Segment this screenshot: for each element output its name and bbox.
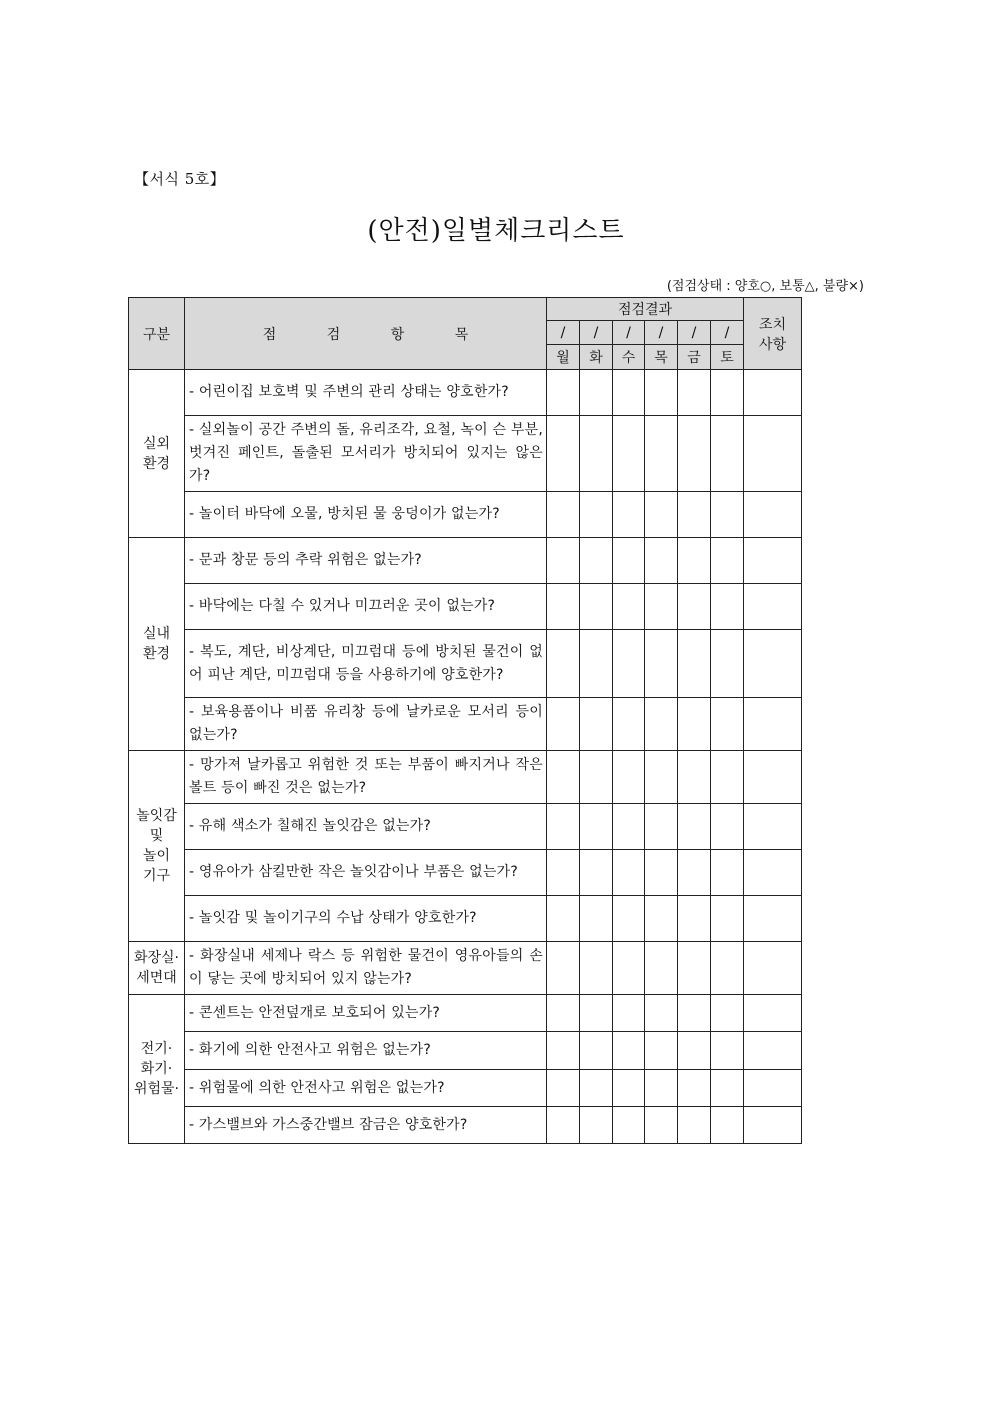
result-cell-fri[interactable] [678, 804, 711, 850]
result-cell-wed[interactable] [613, 1070, 645, 1107]
result-cell-thu[interactable] [645, 896, 678, 942]
day-label: 월 [547, 345, 580, 370]
result-cell-tue[interactable] [580, 850, 613, 896]
result-cell-tue[interactable] [580, 942, 613, 995]
date-slash[interactable]: / [580, 321, 613, 345]
result-cell-thu[interactable] [645, 1032, 678, 1070]
result-cell-wed[interactable] [613, 370, 645, 416]
result-cell-wed[interactable] [613, 416, 645, 492]
result-cell-tue[interactable] [580, 584, 613, 630]
category-cell [129, 370, 185, 538]
action-cell[interactable] [744, 492, 802, 538]
result-cell-sat[interactable] [711, 698, 744, 751]
inspection-item: - 망가져 날카롭고 위험한 것 또는 부품이 빠지거나 작은 볼트 등이 빠진 것은 없는가? [185, 751, 547, 804]
status-legend: (점검상태 : 양호○, 보통△, 불량×) [666, 279, 864, 294]
table-row [129, 995, 802, 1032]
result-cell-fri[interactable] [678, 630, 711, 698]
result-cell-thu[interactable] [645, 630, 678, 698]
header-action [744, 298, 802, 370]
category-label: 세면대 [136, 970, 177, 986]
result-cell-fri[interactable] [678, 1070, 711, 1107]
result-cell-tue[interactable] [580, 416, 613, 492]
inspection-item: - 바닥에는 다칠 수 있거나 미끄러운 곳이 없는가? [185, 584, 547, 630]
table-row [129, 538, 802, 584]
category-label: 전기· [140, 1041, 173, 1057]
result-cell-thu[interactable] [645, 1107, 678, 1144]
result-cell-tue[interactable] [580, 538, 613, 584]
result-cell-mon[interactable] [547, 896, 580, 942]
table-row [129, 492, 802, 538]
inspection-item: - 문과 창문 등의 추락 위험은 없는가? [185, 538, 547, 584]
table-row [129, 698, 802, 751]
result-cell-sat[interactable] [711, 1070, 744, 1107]
result-cell-wed[interactable] [613, 804, 645, 850]
table-row [129, 584, 802, 630]
result-cell-fri[interactable] [678, 850, 711, 896]
header-item-char: 점 [262, 326, 277, 343]
result-cell-tue[interactable] [580, 804, 613, 850]
header-item-char: 목 [454, 326, 469, 343]
result-cell-sat[interactable] [711, 942, 744, 995]
result-cell-thu[interactable] [645, 584, 678, 630]
result-cell-mon[interactable] [547, 995, 580, 1032]
result-cell-sat[interactable] [711, 630, 744, 698]
result-cell-wed[interactable] [613, 942, 645, 995]
inspection-item: - 놀이터 바닥에 오물, 방치된 물 웅덩이가 없는가? [185, 492, 547, 538]
result-cell-sat[interactable] [711, 896, 744, 942]
result-cell-thu[interactable] [645, 1070, 678, 1107]
day-label: 목 [645, 345, 678, 370]
document-title: (안전)일별체크리스트 [367, 216, 625, 246]
checklist-body [129, 370, 802, 1144]
header-action-line: 조치 [759, 316, 787, 333]
inspection-item: - 화기에 의한 안전사고 위험은 없는가? [185, 1032, 547, 1070]
result-cell-sat[interactable] [711, 370, 744, 416]
result-cell-thu[interactable] [645, 751, 678, 804]
result-cell-mon[interactable] [547, 1070, 580, 1107]
category-cell [129, 942, 185, 995]
result-cell-mon[interactable] [547, 584, 580, 630]
result-cell-wed[interactable] [613, 538, 645, 584]
table-row [129, 896, 802, 942]
result-cell-fri[interactable] [678, 416, 711, 492]
date-slash[interactable]: / [547, 321, 580, 345]
result-cell-mon[interactable] [547, 630, 580, 698]
result-cell-tue[interactable] [580, 630, 613, 698]
result-cell-mon[interactable] [547, 1032, 580, 1070]
form-number: 【서식 5호】 [134, 170, 226, 188]
inspection-item: - 콘센트는 안전덮개로 보호되어 있는가? [185, 995, 547, 1032]
category-label: 위험물· [133, 1081, 180, 1097]
header-inspection-item [185, 298, 547, 370]
result-cell-fri[interactable] [678, 1032, 711, 1070]
result-cell-mon[interactable] [547, 538, 580, 584]
header-item-char: 항 [390, 326, 405, 343]
result-cell-fri[interactable] [678, 698, 711, 751]
inspection-item: - 복도, 계단, 비상계단, 미끄럼대 등에 방치된 물건이 없어 피난 계단, 미끄럼대 등을 사용하기에 양호한가? [185, 630, 547, 698]
inspection-item: - 실외놀이 공간 주변의 돌, 유리조각, 요철, 녹이 슨 부분, 벗겨진 페인트, 돌출된 모서리가 방치되어 있지는 않은가? [185, 416, 547, 492]
table-row [129, 416, 802, 492]
action-cell[interactable] [744, 416, 802, 492]
table-row [129, 1107, 802, 1144]
action-cell[interactable] [744, 995, 802, 1032]
action-cell[interactable] [744, 942, 802, 995]
header-category: 구분 [129, 298, 185, 370]
result-cell-tue[interactable] [580, 1107, 613, 1144]
inspection-item: - 어린이집 보호벽 및 주변의 관리 상태는 양호한가? [185, 370, 547, 416]
result-cell-fri[interactable] [678, 896, 711, 942]
result-cell-fri[interactable] [678, 751, 711, 804]
category-label: 실내 [142, 626, 171, 642]
result-cell-wed[interactable] [613, 698, 645, 751]
result-cell-mon[interactable] [547, 698, 580, 751]
result-cell-sat[interactable] [711, 416, 744, 492]
result-cell-sat[interactable] [711, 1032, 744, 1070]
result-cell-fri[interactable] [678, 370, 711, 416]
result-cell-sat[interactable] [711, 995, 744, 1032]
inspection-item: - 놀잇감 및 놀이기구의 수납 상태가 양호한가? [185, 896, 547, 942]
action-cell[interactable] [744, 896, 802, 942]
result-cell-sat[interactable] [711, 804, 744, 850]
action-cell[interactable] [744, 1070, 802, 1107]
category-label: 환경 [142, 646, 171, 662]
date-slash[interactable]: / [711, 321, 744, 345]
inspection-item: - 가스밸브와 가스중간밸브 잠금은 양호한가? [185, 1107, 547, 1144]
table-row [129, 630, 802, 698]
result-cell-sat[interactable] [711, 850, 744, 896]
result-cell-thu[interactable] [645, 416, 678, 492]
result-cell-fri[interactable] [678, 942, 711, 995]
result-cell-wed[interactable] [613, 1032, 645, 1070]
action-cell[interactable] [744, 751, 802, 804]
table-row [129, 1032, 802, 1070]
result-cell-mon[interactable] [547, 1107, 580, 1144]
inspection-item: - 화장실내 세제나 락스 등 위험한 물건이 영유아들의 손이 닿는 곳에 방치되어 있지 않는가? [185, 942, 547, 995]
day-label: 수 [613, 345, 645, 370]
category-label: 기구 [142, 868, 171, 884]
result-cell-thu[interactable] [645, 492, 678, 538]
day-label: 화 [580, 345, 613, 370]
inspection-item: - 위험물에 의한 안전사고 위험은 없는가? [185, 1070, 547, 1107]
action-cell[interactable] [744, 1107, 802, 1144]
action-cell[interactable] [744, 538, 802, 584]
result-cell-tue[interactable] [580, 995, 613, 1032]
date-slash[interactable]: / [613, 321, 645, 345]
result-cell-thu[interactable] [645, 804, 678, 850]
result-cell-wed[interactable] [613, 584, 645, 630]
action-cell[interactable] [744, 1032, 802, 1070]
result-cell-wed[interactable] [613, 492, 645, 538]
result-cell-thu[interactable] [645, 995, 678, 1032]
result-cell-tue[interactable] [580, 698, 613, 751]
table-row [129, 850, 802, 896]
table-row [129, 942, 802, 995]
date-slash[interactable]: / [678, 321, 711, 345]
result-cell-tue[interactable] [580, 896, 613, 942]
category-cell [129, 995, 185, 1144]
inspection-item: - 유해 색소가 칠해진 놀잇감은 없는가? [185, 804, 547, 850]
result-cell-mon[interactable] [547, 850, 580, 896]
result-cell-wed[interactable] [613, 850, 645, 896]
result-cell-sat[interactable] [711, 751, 744, 804]
result-cell-fri[interactable] [678, 1107, 711, 1144]
result-cell-thu[interactable] [645, 538, 678, 584]
day-label: 금 [678, 345, 711, 370]
action-cell[interactable] [744, 804, 802, 850]
result-cell-thu[interactable] [645, 370, 678, 416]
action-cell[interactable] [744, 698, 802, 751]
action-cell[interactable] [744, 584, 802, 630]
inspection-item: - 영유아가 삼킬만한 작은 놀잇감이나 부품은 없는가? [185, 850, 547, 896]
result-cell-mon[interactable] [547, 416, 580, 492]
result-cell-mon[interactable] [547, 492, 580, 538]
table-row [129, 370, 802, 416]
checklist-table [128, 297, 802, 1144]
category-label: 놀잇감 [136, 808, 177, 824]
result-cell-mon[interactable] [547, 370, 580, 416]
category-label: 화기· [140, 1061, 173, 1077]
result-cell-thu[interactable] [645, 850, 678, 896]
result-cell-fri[interactable] [678, 584, 711, 630]
table-row [129, 751, 802, 804]
result-cell-sat[interactable] [711, 1107, 744, 1144]
result-cell-fri[interactable] [678, 538, 711, 584]
result-cell-mon[interactable] [547, 751, 580, 804]
result-cell-tue[interactable] [580, 370, 613, 416]
category-cell [129, 538, 185, 751]
result-cell-fri[interactable] [678, 492, 711, 538]
result-cell-fri[interactable] [678, 995, 711, 1032]
result-cell-tue[interactable] [580, 492, 613, 538]
result-cell-tue[interactable] [580, 1070, 613, 1107]
result-cell-wed[interactable] [613, 995, 645, 1032]
result-cell-mon[interactable] [547, 804, 580, 850]
category-label: 놀이 [142, 848, 171, 864]
result-cell-sat[interactable] [711, 492, 744, 538]
header-action-line: 사항 [759, 336, 787, 353]
header-item-char: 검 [326, 326, 341, 343]
action-cell[interactable] [744, 630, 802, 698]
result-cell-thu[interactable] [645, 942, 678, 995]
result-cell-wed[interactable] [613, 1107, 645, 1144]
result-cell-sat[interactable] [711, 538, 744, 584]
result-cell-wed[interactable] [613, 896, 645, 942]
result-cell-thu[interactable] [645, 698, 678, 751]
result-cell-mon[interactable] [547, 942, 580, 995]
inspection-item: - 보육용품이나 비품 유리창 등에 날카로운 모서리 등이 없는가? [185, 698, 547, 751]
result-cell-wed[interactable] [613, 751, 645, 804]
date-slash[interactable]: / [645, 321, 678, 345]
day-label: 토 [711, 345, 744, 370]
table-row [129, 1070, 802, 1107]
result-cell-tue[interactable] [580, 751, 613, 804]
category-label: 환경 [142, 455, 171, 472]
header-result: 점검결과 [547, 298, 744, 321]
action-cell[interactable] [744, 370, 802, 416]
result-cell-wed[interactable] [613, 630, 645, 698]
category-label: 실외 [142, 435, 171, 452]
category-cell [129, 751, 185, 942]
category-label: 및 [149, 828, 164, 844]
result-cell-sat[interactable] [711, 584, 744, 630]
result-cell-tue[interactable] [580, 1032, 613, 1070]
table-row [129, 804, 802, 850]
category-label: 화장실· [133, 950, 180, 966]
action-cell[interactable] [744, 850, 802, 896]
